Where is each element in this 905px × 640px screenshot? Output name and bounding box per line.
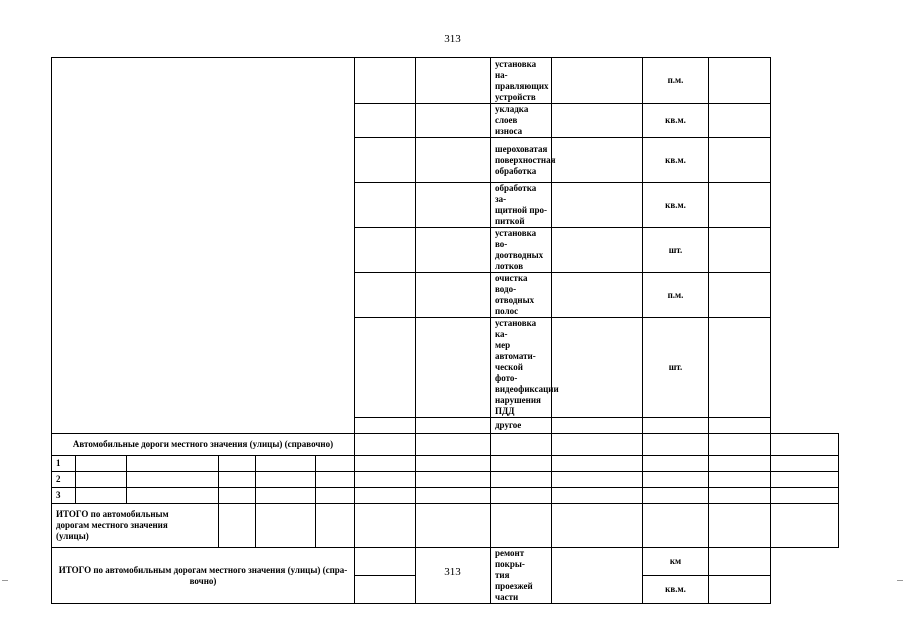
unit-cell: кв.м. bbox=[643, 576, 709, 604]
table-cell bbox=[552, 183, 643, 228]
table-cell bbox=[491, 488, 552, 504]
table-cell bbox=[219, 472, 256, 488]
table-cell bbox=[771, 434, 839, 456]
table-cell bbox=[552, 434, 643, 456]
table-cell bbox=[771, 456, 839, 472]
table-cell bbox=[256, 456, 316, 472]
table-cell bbox=[709, 434, 771, 456]
table-cell bbox=[355, 104, 416, 138]
table-cell bbox=[256, 504, 316, 548]
table-cell bbox=[643, 434, 709, 456]
work-type-cell: установка во- доотводных лотков bbox=[491, 228, 552, 273]
work-type-cell: установка ка- мер автомати- ческой фото- видеофиксации нарушения ПДД bbox=[491, 318, 552, 418]
table-cell bbox=[552, 488, 643, 504]
table-cell bbox=[355, 273, 416, 318]
table-cell bbox=[355, 318, 416, 418]
table-cell bbox=[552, 104, 643, 138]
table-cell bbox=[127, 488, 219, 504]
table-cell bbox=[127, 472, 219, 488]
table-cell bbox=[709, 183, 771, 228]
table-cell bbox=[316, 504, 355, 548]
table-cell bbox=[316, 456, 355, 472]
table-cell bbox=[416, 504, 491, 548]
table-cell bbox=[552, 456, 643, 472]
table-cell bbox=[219, 504, 256, 548]
table-cell bbox=[709, 58, 771, 104]
table-cell bbox=[355, 434, 416, 456]
table-cell bbox=[219, 488, 256, 504]
table-cell bbox=[552, 504, 643, 548]
table-cell bbox=[491, 472, 552, 488]
table-cell bbox=[771, 472, 839, 488]
unit-cell bbox=[643, 418, 709, 434]
table-cell bbox=[552, 138, 643, 183]
work-type-cell: укладка слоев износа bbox=[491, 104, 552, 138]
table-cell bbox=[709, 104, 771, 138]
table-cell bbox=[552, 58, 643, 104]
table-cell bbox=[709, 488, 771, 504]
table-cell bbox=[552, 228, 643, 273]
work-type-cell: установка на- правляющих устройств bbox=[491, 58, 552, 104]
unit-cell: кв.м. bbox=[643, 138, 709, 183]
table-cell bbox=[355, 488, 416, 504]
table-cell bbox=[355, 504, 416, 548]
table-cell bbox=[416, 418, 491, 434]
subtotal-row bbox=[52, 504, 839, 548]
report-table bbox=[51, 57, 839, 604]
table-cell bbox=[76, 456, 127, 472]
table-cell bbox=[416, 273, 491, 318]
table-cell bbox=[552, 472, 643, 488]
table-cell bbox=[355, 456, 416, 472]
unit-cell: кв.м. bbox=[643, 183, 709, 228]
table-cell bbox=[416, 58, 491, 104]
table-cell bbox=[355, 183, 416, 228]
table-cell bbox=[491, 456, 552, 472]
blank-merged-cell bbox=[52, 58, 355, 434]
table-cell bbox=[316, 488, 355, 504]
numbered-row bbox=[52, 488, 839, 504]
table-cell bbox=[771, 504, 839, 548]
work-type-cell: другое bbox=[491, 418, 552, 434]
edge-mark-right bbox=[897, 580, 903, 581]
page-number-bottom: 313 bbox=[444, 566, 461, 578]
work-type-cell: шероховатая поверхностная обработка bbox=[491, 138, 552, 183]
numbered-row bbox=[52, 472, 839, 488]
table-cell bbox=[552, 318, 643, 418]
table-cell bbox=[491, 434, 552, 456]
work-row bbox=[52, 58, 839, 104]
table-cell bbox=[256, 488, 316, 504]
table-cell bbox=[416, 183, 491, 228]
table-cell bbox=[491, 504, 552, 548]
table-cell bbox=[416, 138, 491, 183]
row-number: 1 bbox=[52, 456, 76, 472]
table-cell bbox=[643, 504, 709, 548]
table-cell bbox=[709, 504, 771, 548]
table-cell bbox=[416, 228, 491, 273]
table-cell bbox=[416, 434, 491, 456]
table-cell bbox=[355, 58, 416, 104]
table-cell bbox=[416, 472, 491, 488]
table-cell bbox=[355, 228, 416, 273]
unit-cell: шт. bbox=[643, 318, 709, 418]
table-cell bbox=[771, 488, 839, 504]
row-number: 2 bbox=[52, 472, 76, 488]
page-number-top: 313 bbox=[444, 33, 461, 45]
numbered-row bbox=[52, 456, 839, 472]
table-cell bbox=[416, 488, 491, 504]
work-type-cell: обработка за- щитной про- питкой bbox=[491, 183, 552, 228]
total-work-type: ремонт покры- тия проезжей части bbox=[491, 548, 552, 604]
table-cell bbox=[416, 318, 491, 418]
table-cell bbox=[256, 472, 316, 488]
table-cell bbox=[643, 488, 709, 504]
table-cell bbox=[709, 472, 771, 488]
table-cell bbox=[552, 273, 643, 318]
table-cell bbox=[355, 418, 416, 434]
table-cell bbox=[709, 138, 771, 183]
total-label: ИТОГО по автомобильным дорогам местного значения (улицы) (спра- вочно) bbox=[52, 548, 355, 604]
table-cell bbox=[127, 456, 219, 472]
table-cell bbox=[416, 456, 491, 472]
table-cell bbox=[709, 318, 771, 418]
section-title: Автомобильные дороги местного значения (улицы) (справочно) bbox=[52, 434, 355, 456]
subtotal-label: ИТОГО по автомобильным дорогам местного значения (улицы) bbox=[52, 504, 219, 548]
edge-mark-left bbox=[2, 580, 8, 581]
table-cell bbox=[76, 488, 127, 504]
table-cell bbox=[709, 273, 771, 318]
work-type-cell: очистка водо- отводных полос bbox=[491, 273, 552, 318]
table-cell bbox=[709, 418, 771, 434]
table-cell bbox=[552, 418, 643, 434]
row-number: 3 bbox=[52, 488, 76, 504]
table-cell bbox=[709, 456, 771, 472]
unit-cell: шт. bbox=[643, 228, 709, 273]
table-cell bbox=[416, 104, 491, 138]
unit-cell: км bbox=[643, 548, 709, 576]
unit-cell: кв.м. bbox=[643, 104, 709, 138]
unit-cell: п.м. bbox=[643, 58, 709, 104]
table-cell bbox=[709, 228, 771, 273]
table-cell bbox=[643, 472, 709, 488]
unit-cell: п.м. bbox=[643, 273, 709, 318]
table-cell bbox=[709, 576, 771, 604]
table-cell bbox=[643, 456, 709, 472]
table-cell bbox=[355, 472, 416, 488]
section-header-row bbox=[52, 434, 839, 456]
table-cell bbox=[316, 472, 355, 488]
table-cell bbox=[219, 456, 256, 472]
table-cell bbox=[76, 472, 127, 488]
table-cell bbox=[355, 138, 416, 183]
table-cell bbox=[355, 576, 416, 604]
